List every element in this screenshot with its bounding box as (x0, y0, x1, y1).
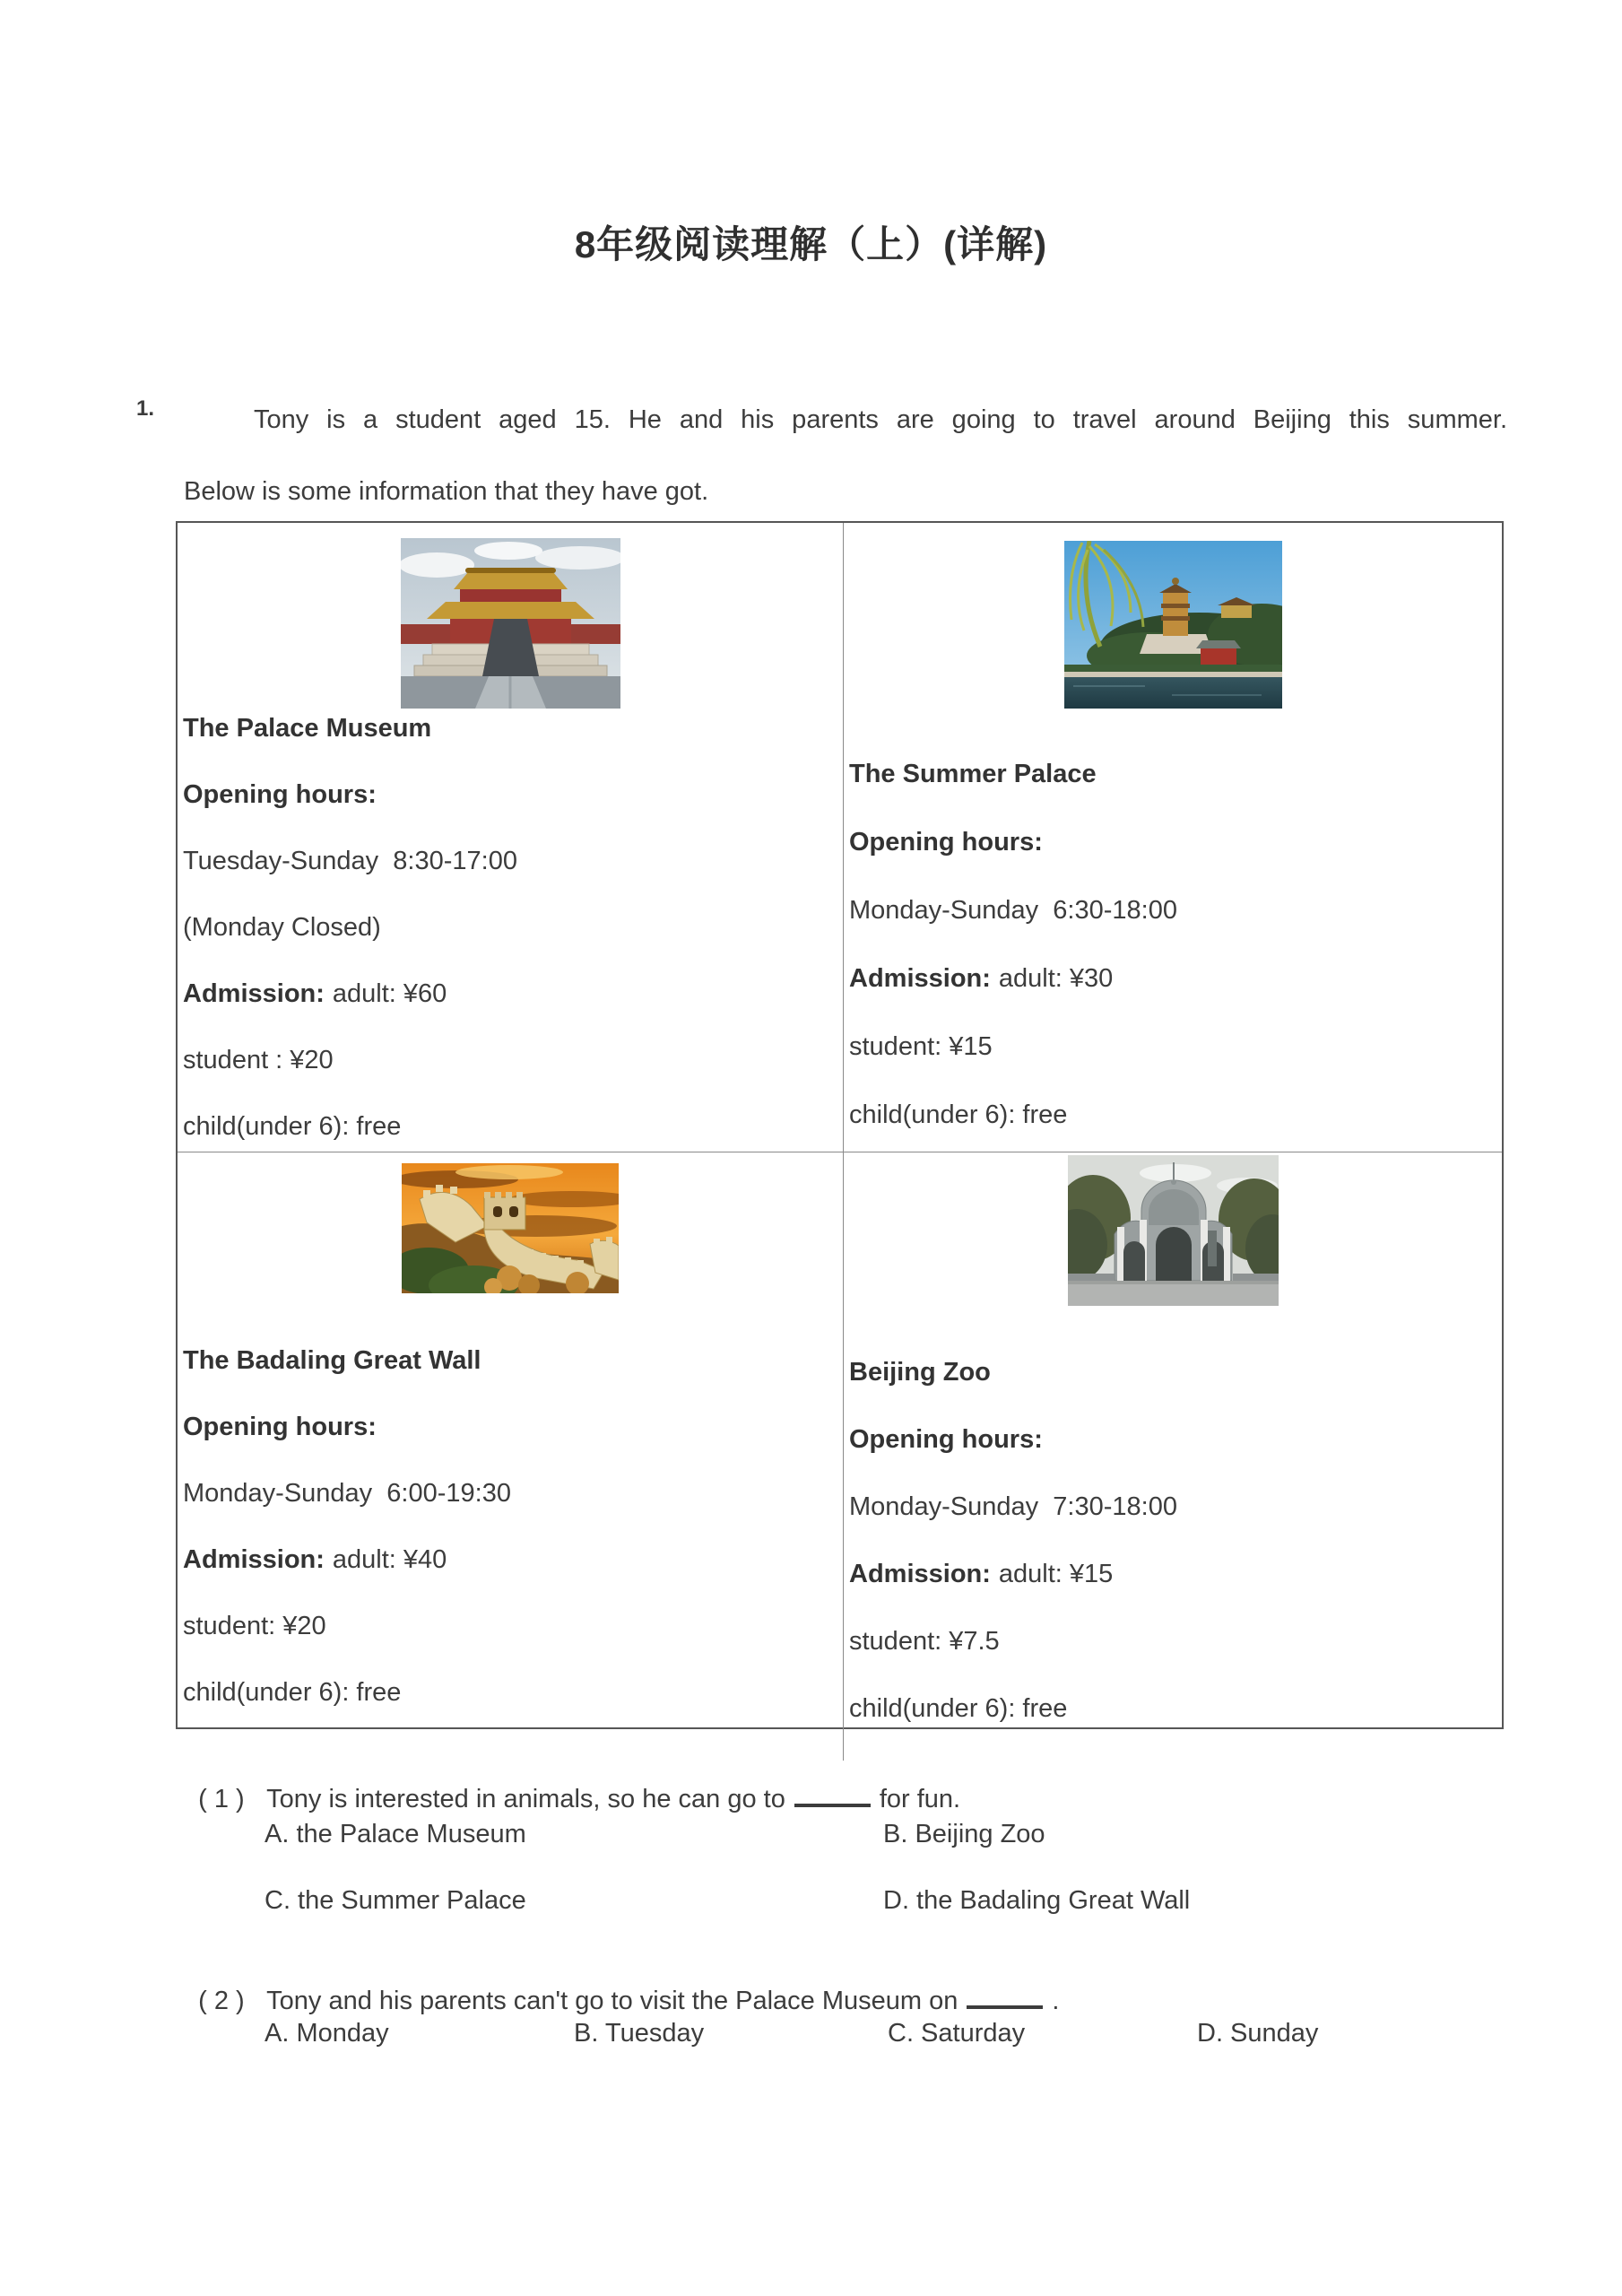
option-b: B. Beijing Zoo (883, 1820, 1045, 1848)
option-c: C. Saturday (888, 2019, 1026, 2048)
admission-label: Admission: (849, 964, 991, 993)
attraction-cell-summer-palace (844, 523, 1502, 1152)
problem-number: 1. (136, 396, 155, 421)
option-c: C. the Summer Palace (265, 1886, 526, 1915)
opening-hours-value: Tuesday-Sunday 8:30-17:00 (183, 847, 517, 875)
option-d: D. Sunday (1197, 2019, 1319, 2048)
attraction-cell-palace-museum (178, 523, 844, 1152)
opening-hours-label: Opening hours: (849, 1425, 1043, 1454)
intro-paragraph (184, 404, 1507, 508)
question-1-answer-blank (794, 1800, 871, 1807)
opening-hours-value: Monday-Sunday 6:30-18:00 (849, 896, 1177, 925)
child-price: child(under 6): free (849, 1694, 1068, 1723)
attraction-name: The Summer Palace (849, 760, 1097, 788)
badaling-great-wall-photo (402, 1163, 619, 1293)
admission-label: Admission: (849, 1560, 991, 1588)
opening-hours-label: Opening hours: (183, 1413, 377, 1441)
admission-label: Admission: (183, 979, 325, 1008)
attractions-table (176, 521, 1504, 1729)
question-1 (184, 1751, 960, 1815)
page-title: 8年级阅读理解（上）(详解) (574, 223, 1048, 265)
opening-hours-value: Monday-Sunday 6:00-19:30 (183, 1479, 511, 1508)
option-a: A. Monday (265, 2019, 389, 2048)
attraction-name: The Palace Museum (183, 714, 432, 743)
student-price: student: ¥20 (183, 1612, 326, 1640)
question-2-answer-blank (967, 2002, 1043, 2009)
student-price: student: ¥7.5 (849, 1627, 1000, 1656)
student-price: student: ¥15 (849, 1032, 993, 1061)
student-price: student : ¥20 (183, 1046, 334, 1074)
adult-price: adult: ¥60 (332, 979, 447, 1008)
summer-palace-photo (1064, 541, 1282, 709)
question-2-number: ( 2 ) (198, 1987, 245, 2015)
palace-museum-photo (401, 538, 620, 709)
attraction-name: Beijing Zoo (849, 1358, 991, 1387)
intro-line-1: Tony is a student aged 15. He and his parents are going to travel around Beijing this summer. (254, 405, 1507, 434)
closed-note: (Monday Closed) (183, 913, 381, 942)
question-1-text-after: for fun. (879, 1785, 961, 1813)
question-2-text-after: . (1052, 1987, 1060, 2015)
intro-line-2: Below is some information that they have got. (184, 477, 709, 506)
attraction-name: The Badaling Great Wall (183, 1346, 481, 1375)
beijing-zoo-photo (1068, 1155, 1279, 1306)
opening-hours-value: Monday-Sunday 7:30-18:00 (849, 1492, 1177, 1521)
question-1-number: ( 1 ) (198, 1785, 245, 1813)
child-price: child(under 6): free (183, 1678, 402, 1707)
child-price: child(under 6): free (849, 1100, 1068, 1129)
opening-hours-label: Opening hours: (183, 780, 377, 809)
adult-price: adult: ¥40 (332, 1545, 447, 1574)
option-a: A. the Palace Museum (265, 1820, 526, 1848)
attraction-cell-beijing-zoo (844, 1152, 1502, 1761)
adult-price: adult: ¥30 (998, 964, 1114, 993)
admission-label: Admission: (183, 1545, 325, 1574)
question-2-text-before: Tony and his parents can't go to visit the Palace Museum on (266, 1987, 958, 2015)
option-b: B. Tuesday (574, 2019, 705, 2048)
option-d: D. the Badaling Great Wall (883, 1886, 1191, 1915)
question-2 (184, 1952, 1059, 2017)
adult-price: adult: ¥15 (998, 1560, 1114, 1588)
attraction-cell-badaling-great-wall (178, 1152, 844, 1761)
child-price: child(under 6): free (183, 1112, 402, 1141)
question-1-text-before: Tony is interested in animals, so he can go to (266, 1785, 785, 1813)
opening-hours-label: Opening hours: (849, 828, 1043, 857)
